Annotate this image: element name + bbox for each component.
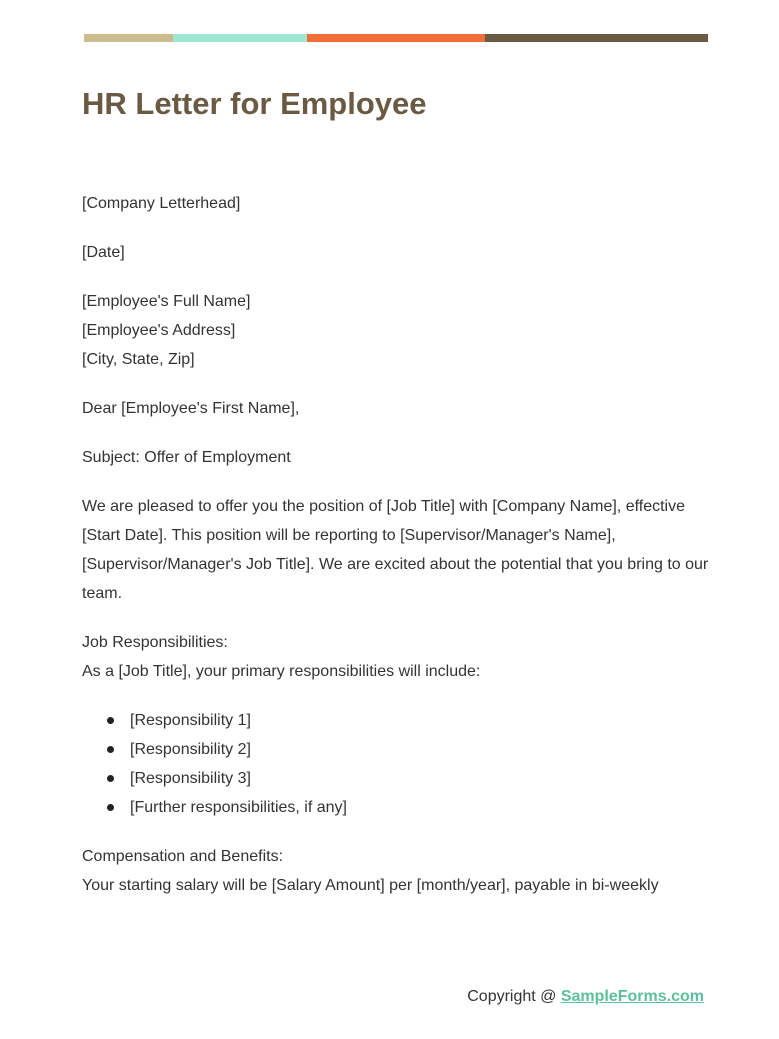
compensation-heading: Compensation and Benefits:: [82, 848, 284, 865]
responsibilities-intro: As a [Job Title], your primary responsibilities will include:: [82, 663, 481, 680]
copyright-text: Copyright @: [467, 988, 561, 1005]
list-item: [82, 706, 712, 735]
bullet-icon: [107, 775, 114, 782]
color-bar-segment-orange: [307, 34, 485, 42]
responsibilities-list: [82, 706, 712, 822]
list-item-text: [Responsibility 3]: [130, 770, 251, 787]
list-item: [82, 764, 712, 793]
top-color-bar: [84, 34, 708, 42]
bullet-icon: [107, 717, 114, 724]
subject-line: Subject: Offer of Employment: [82, 449, 291, 466]
list-item-text: [Responsibility 2]: [130, 741, 251, 758]
responsibilities-heading: Job Responsibilities:: [82, 634, 228, 651]
list-item: [82, 793, 712, 822]
letterhead: [Company Letterhead]: [82, 195, 241, 212]
color-bar-segment-brown: [485, 34, 708, 42]
address-line: [City, State, Zip]: [82, 351, 195, 368]
brand-link[interactable]: SampleForms.com: [560, 988, 704, 1005]
address-line: [Employee's Full Name]: [82, 293, 251, 310]
address-line: [Employee's Address]: [82, 322, 236, 339]
intro-paragraph: We are pleased to offer you the position of [Job Title] with [Company Name], effective [Start Date]. This position will be reporting to [Supervisor/Manager's Name], [Supervisor/Manager's Job Title]. We are excited about the potential that you bring to our team.: [82, 498, 709, 602]
bullet-icon: [107, 804, 114, 811]
bullet-icon: [107, 746, 114, 753]
list-item-text: [Further responsibilities, if any]: [130, 799, 347, 816]
responsibilities-section: [82, 628, 712, 686]
compensation-text: Your starting salary will be [Salary Amount] per [month/year], payable in bi-weekly: [82, 877, 659, 894]
letter-date: [Date]: [82, 244, 125, 261]
list-item-text: [Responsibility 1]: [130, 712, 251, 729]
compensation-section: [82, 842, 712, 900]
letter-body: [82, 189, 712, 920]
footer-copyright: [467, 988, 704, 1006]
color-bar-segment-mint: [173, 34, 307, 42]
color-bar-segment-tan: [84, 34, 173, 42]
salutation: Dear [Employee's First Name],: [82, 400, 300, 417]
page-title: HR Letter for Employee: [82, 86, 427, 121]
list-item: [82, 735, 712, 764]
recipient-address: [82, 287, 712, 374]
